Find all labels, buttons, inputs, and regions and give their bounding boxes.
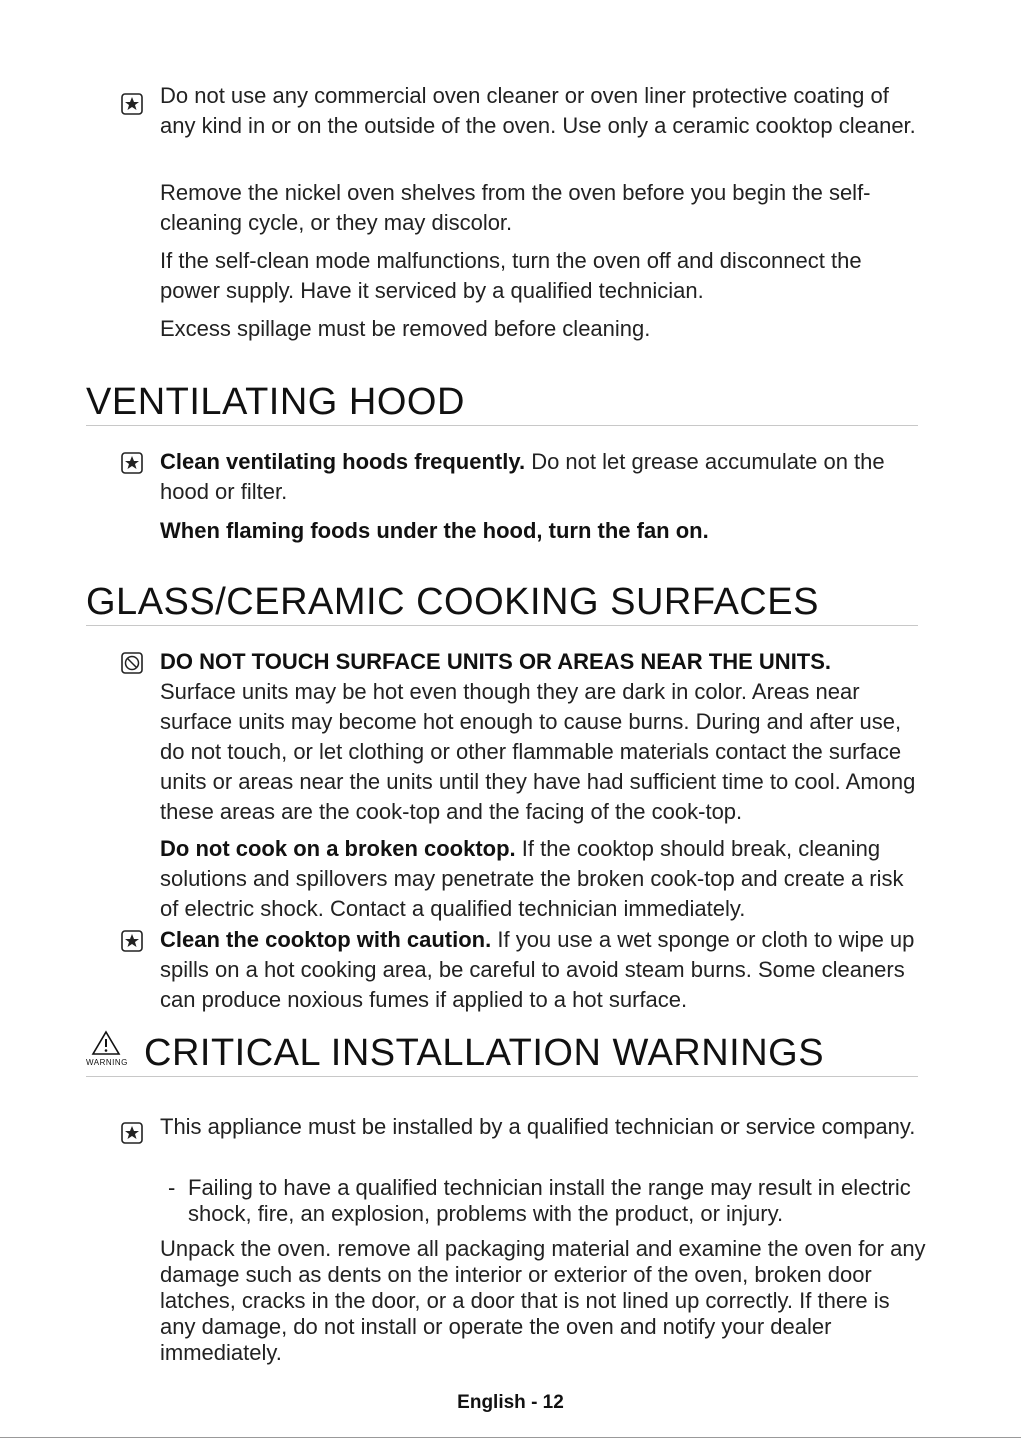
broken-cooktop-bold: Do not cook on a broken cooktop. <box>160 836 516 861</box>
warning-label: WARNING <box>86 1058 128 1067</box>
hood-cleaning-text: Do not let grease accumulate on the hood or filter. <box>160 449 885 504</box>
glass-ceramic-heading: GLASS/CERAMIC COOKING SURFACES <box>86 581 918 626</box>
broken-cooktop-text: If the cooktop should break, cleaning solutions and spillovers may penetrate the broken cook-top and create a risk of electric shock. Contact a qualified technician immediately. <box>160 836 904 921</box>
star-box-icon <box>121 452 143 474</box>
prohibited-box-icon <box>121 652 143 674</box>
clean-cooktop-text: If you use a wet sponge or cloth to wipe up spills on a hot cooking area, be careful to avoid steam burns. Some cleaners can produce noxious fumes if applied to a hot surface. <box>160 927 915 1012</box>
do-not-touch-note <box>160 647 926 827</box>
excess-spillage-note: Excess spillage must be removed before cleaning. <box>160 316 651 341</box>
installer-note: This appliance must be installed by a qualified technician or service company. <box>160 1114 916 1139</box>
page-number: English - 12 <box>457 1392 564 1413</box>
do-not-touch-text: Surface units may be hot even though they are dark in color. Areas near surface units may become hot enough to cause burns. During and after use, do not touch, or let clothing or other flammable materials contact the surface units or areas near the units until they have had sufficient time to cool. Among these areas are the cook-top and the facing of the cook-top. <box>160 679 916 824</box>
ventilating-hood-heading: VENTILATING HOOD <box>86 381 918 426</box>
clean-cooktop-bold: Clean the cooktop with caution. <box>160 927 492 952</box>
unpack-inspect-note: Unpack the oven. remove all packaging material and examine the oven for any damage such as dents on the interior or exterior of the oven, broken door latches, cracks in the door, or a door that is not lined up correctly. If there is any damage, do not install or operate the oven and notify your dealer immediately. <box>160 1236 926 1365</box>
star-box-icon <box>121 93 143 115</box>
critical-installation-heading: CRITICAL INSTALLATION WARNINGS <box>86 1032 918 1077</box>
bullet-dash: - <box>168 1175 176 1200</box>
self-clean-malfunction-note: If the self-clean mode malfunctions, turn the oven off and disconnect the power supply. Have it serviced by a qualified technician. <box>160 248 862 303</box>
bottom-rule <box>0 1437 1021 1438</box>
oven-cleaner-note: Do not use any commercial oven cleaner or oven liner protective coating of any kind in or on the outside of the oven. Use only a ceramic cooktop cleaner. <box>160 83 916 138</box>
unqualified-install-risk: Failing to have a qualified technician install the range may result in electric shock, fire, an explosion, problems with the product, or injury. <box>188 1175 911 1226</box>
nickel-shelves-note: Remove the nickel oven shelves from the oven before you begin the self-cleaning cycle, or they may discolor. <box>160 180 871 235</box>
flaming-foods-note <box>160 516 926 546</box>
clean-cooktop-note <box>160 925 926 1015</box>
star-box-icon <box>121 1122 143 1144</box>
flaming-foods-bold: When flaming foods under the hood, turn the fan on. <box>160 518 709 543</box>
star-box-icon <box>121 930 143 952</box>
hood-cleaning-bold: Clean ventilating hoods frequently. <box>160 449 526 474</box>
hood-cleaning-note <box>160 447 926 507</box>
do-not-touch-bold: DO NOT TOUCH SURFACE UNITS OR AREAS NEAR THE UNITS. <box>160 649 832 674</box>
broken-cooktop-note <box>160 834 926 924</box>
